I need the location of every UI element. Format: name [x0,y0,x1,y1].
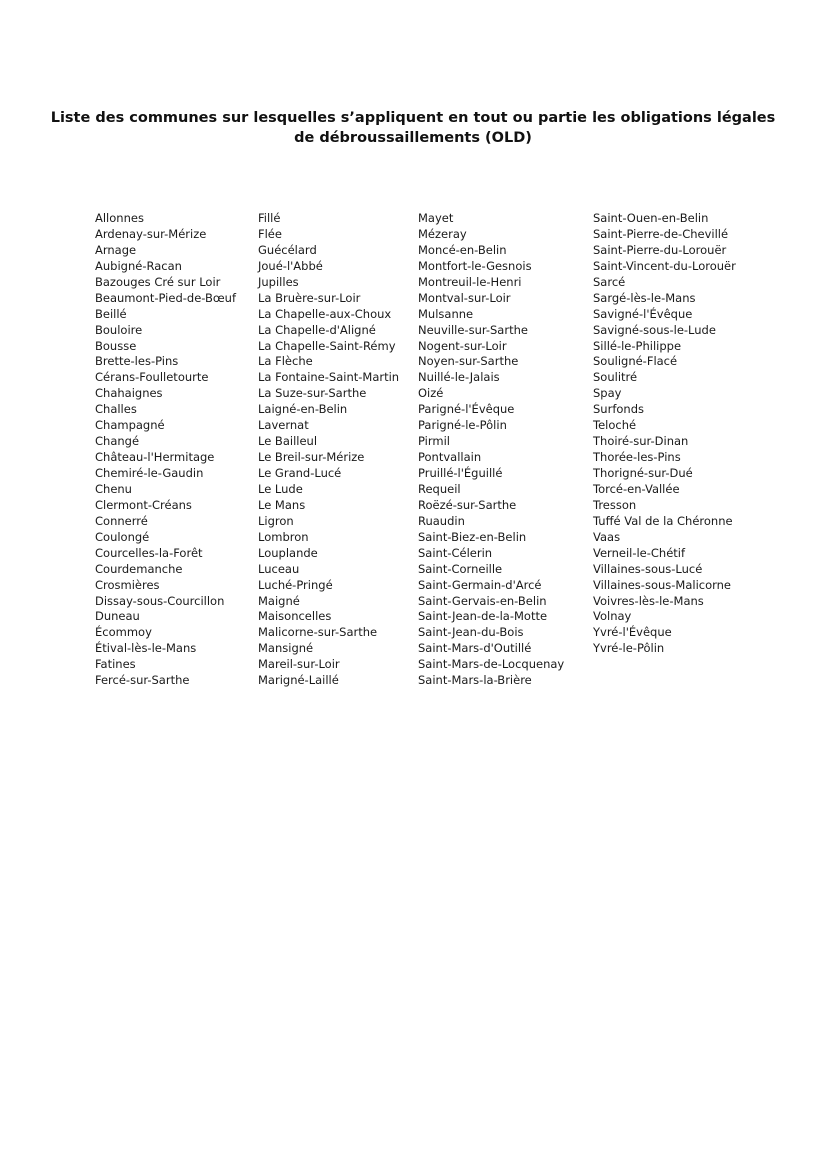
commune-item: Laigné-en-Belin [258,402,348,417]
commune-item: Duneau [95,609,140,624]
commune-item: Saint-Vincent-du-Lorouër [593,258,736,273]
commune-item: Le Breil-sur-Mérize [258,450,365,465]
commune-item: Savigné-sous-le-Lude [593,322,716,337]
commune-item: Neuville-sur-Sarthe [418,322,528,337]
commune-item: Saint-Mars-d'Outillé [418,641,532,656]
commune-item: Saint-Ouen-en-Belin [593,211,709,225]
commune-item: Teloché [593,418,637,433]
commune-item: Pontvallain [418,450,482,465]
commune-item: Fillé [258,211,281,225]
commune-item: Tresson [593,497,637,512]
commune-item: Brette-les-Pins [95,354,179,369]
commune-item: Aubigné-Racan [95,258,182,273]
commune-item: Maigné [258,593,300,608]
commune-item: Sarcé [593,274,626,289]
commune-item: Villaines-sous-Lucé [593,561,703,576]
commune-item: Mayet [418,211,454,225]
commune-item: Le Bailleul [258,434,318,449]
commune-item: Verneil-le-Chétif [593,545,686,560]
commune-item: La Chapelle-d'Aligné [258,322,376,337]
commune-item: Nogent-sur-Loir [418,338,507,353]
commune-item: Pirmil [418,434,450,449]
commune-item: Luceau [258,561,300,576]
commune-item: Sargé-lès-le-Mans [593,290,696,305]
commune-item: Courcelles-la-Forêt [95,545,203,560]
commune-item: Oizé [418,386,444,401]
commune-item: Château-l'Hermitage [95,450,215,465]
commune-column-3 [418,211,564,689]
commune-item: Montval-sur-Loir [418,290,511,305]
commune-item: Requeil [418,481,461,496]
commune-item: La Flèche [258,354,313,369]
commune-item: Marigné-Laillé [258,673,339,688]
commune-item: Mareil-sur-Loir [258,657,340,672]
commune-item: Saint-Gervais-en-Belin [418,593,547,608]
commune-item: Crosmières [95,577,160,592]
commune-item: Flée [258,226,282,241]
commune-item: Coulongé [95,529,150,544]
commune-item: Mansigné [258,641,314,656]
commune-item: Champagné [95,418,165,433]
commune-item: Saint-Pierre-du-Lorouër [593,242,727,257]
commune-item: Étival-lès-le-Mans [95,641,197,656]
commune-item: Pruillé-l'Éguillé [418,466,503,480]
commune-item: Saint-Germain-d'Arcé [418,577,542,592]
commune-item: Malicorne-sur-Sarthe [258,625,378,640]
commune-item: Saint-Célerin [418,545,493,560]
commune-item: Courdemanche [95,561,183,576]
commune-item: Écommoy [95,625,152,640]
commune-item: Ardenay-sur-Mérize [95,226,207,241]
page-title: Liste des communes sur lesquelles s’appliquent en tout ou partie les obligations légales de débroussaillements (OLD) [50,110,776,146]
commune-item: Chahaignes [95,386,163,401]
commune-item: Luché-Pringé [258,577,333,592]
commune-item: Allonnes [95,211,144,225]
commune-item: Chemiré-le-Gaudin [95,466,204,480]
commune-item: Savigné-l'Évêque [593,306,693,321]
commune-item: Le Grand-Lucé [258,466,342,480]
commune-item: Louplande [258,545,318,560]
commune-item: Villaines-sous-Malicorne [593,577,732,592]
commune-item: La Bruère-sur-Loir [258,290,361,305]
commune-item: Le Mans [258,497,306,512]
commune-item: Yvré-le-Pôlin [593,641,665,656]
commune-item: Spay [593,386,622,401]
commune-item: Sillé-le-Philippe [593,338,682,353]
commune-item: Cérans-Foulletourte [95,370,209,385]
commune-item: Saint-Jean-de-la-Motte [418,609,548,624]
commune-item: Saint-Biez-en-Belin [418,529,527,544]
commune-item: Beillé [95,306,127,321]
commune-item: Fercé-sur-Sarthe [95,673,190,688]
commune-item: Soulitré [593,370,638,385]
commune-item: Ligron [258,513,294,528]
commune-item: Saint-Corneille [418,561,503,576]
commune-item: Bazouges Cré sur Loir [95,274,221,289]
commune-item: Saint-Pierre-de-Chevillé [593,226,729,241]
commune-item: Parigné-l'Évêque [418,402,515,417]
commune-item: Moncé-en-Belin [418,242,507,257]
commune-item: Noyen-sur-Sarthe [418,354,519,369]
commune-item: La Chapelle-aux-Choux [258,306,392,321]
commune-column-2 [258,211,399,689]
commune-item: Nuillé-le-Jalais [418,370,500,385]
commune-item: Montfort-le-Gesnois [418,258,532,273]
commune-item: Bouloire [95,322,143,337]
commune-item: Bousse [95,338,137,353]
commune-item: Vaas [593,529,621,544]
commune-item: Voivres-lès-le-Mans [593,593,704,608]
commune-item: Lavernat [258,418,309,433]
commune-item: Maisoncelles [258,609,332,624]
commune-item: Parigné-le-Pôlin [418,418,507,433]
commune-item: La Chapelle-Saint-Rémy [258,338,396,353]
commune-item: Montreuil-le-Henri [418,274,522,289]
commune-item: Mulsanne [418,306,474,321]
commune-item: Souligné-Flacé [593,354,678,369]
commune-item: Tuffé Val de la Chéronne [593,513,733,528]
commune-item: Le Lude [258,481,303,496]
commune-item: Guécélard [258,242,317,257]
commune-item: Arnage [95,242,137,257]
commune-item: Fatines [95,657,136,672]
commune-item: Saint-Mars-de-Locquenay [418,657,565,672]
commune-item: Ruaudin [418,513,465,528]
commune-item: Changé [95,434,140,449]
commune-item: Connerré [95,513,148,528]
commune-item: Thorée-les-Pins [593,450,681,465]
commune-item: Surfonds [593,402,644,417]
commune-column-4 [593,211,736,657]
commune-item: Beaumont-Pied-de-Bœuf [95,290,236,305]
commune-item: Mézeray [418,226,467,241]
commune-item: Torcé-en-Vallée [593,481,680,496]
commune-item: Thoiré-sur-Dinan [593,434,689,449]
commune-item: Joué-l'Abbé [258,258,323,273]
commune-item: Roëzé-sur-Sarthe [418,497,517,512]
commune-item: La Suze-sur-Sarthe [258,386,367,401]
commune-item: Jupilles [258,274,299,289]
commune-item: Challes [95,402,137,417]
commune-item: Yvré-l'Évêque [593,625,672,640]
commune-item: Chenu [95,481,132,496]
commune-column-1 [95,211,236,689]
commune-item: Lombron [258,529,309,544]
commune-item: Thorigné-sur-Dué [593,466,693,480]
commune-item: Clermont-Créans [95,497,192,512]
commune-item: La Fontaine-Saint-Martin [258,370,400,385]
commune-item: Volnay [593,609,632,624]
commune-item: Saint-Mars-la-Brière [418,673,532,688]
commune-item: Saint-Jean-du-Bois [418,625,524,640]
commune-item: Dissay-sous-Courcillon [95,593,225,608]
